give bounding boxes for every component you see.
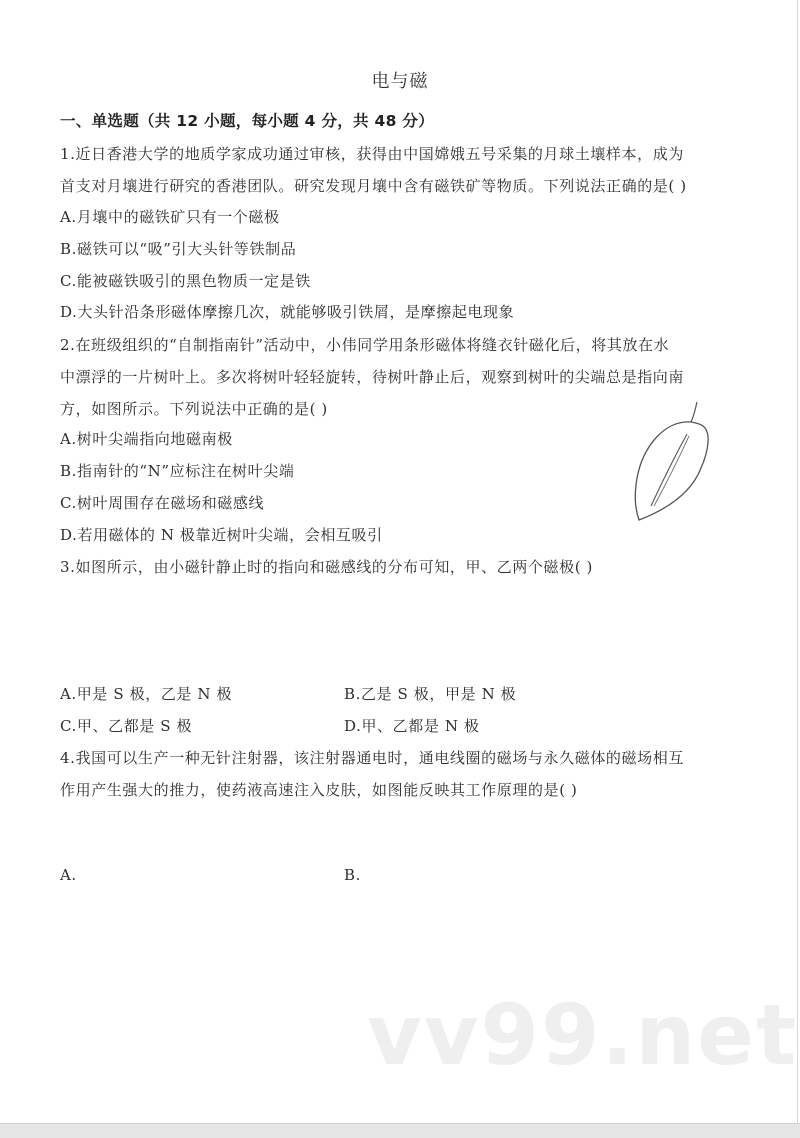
question-4-option-b: B. [344,866,361,884]
question-1-option-b: B.磁铁可以“吸”引大头针等铁制品 [60,240,297,258]
question-3-option-d: D.甲、乙都是 N 极 [344,717,480,735]
question-1-option-a: A.月壤中的磁铁矿只有一个磁极 [60,208,280,226]
question-3-option-b: B.乙是 S 极，甲是 N 极 [344,685,517,703]
question-3-stem-line-1: 3.如图所示，由小磁针静止时的指向和磁感线的分布可知，甲、乙两个磁极( ) [60,558,593,576]
leaf-needle-figure [625,398,725,528]
question-1-option-c: C.能被磁铁吸引的黑色物质一定是铁 [60,272,311,290]
question-4-stem-line-1: 4.我国可以生产一种无针注射器，该注射器通电时，通电线圈的磁场与永久磁体的磁场相互 [60,749,684,767]
page-title: 电与磁 [371,71,429,92]
question-2-option-a: A.树叶尖端指向地磁南极 [60,430,233,448]
question-1-option-d: D.大头针沿条形磁体摩擦几次，就能够吸引铁屑，是摩擦起电现象 [60,303,515,321]
question-3-option-c: C.甲、乙都是 S 极 [60,717,193,735]
question-1-stem-line-2: 首支对月壤进行研究的香港团队。研究发现月壤中含有磁铁矿等物质。下列说法正确的是( ) [60,177,687,195]
question-2-option-d: D.若用磁体的 N 极靠近树叶尖端，会相互吸引 [60,526,383,544]
watermark: vv99.net [367,986,799,1084]
question-4-option-a: A. [60,866,77,884]
question-2-option-b: B.指南针的“N”应标注在树叶尖端 [60,462,295,480]
question-4-stem-line-2: 作用产生强大的推力，使药液高速注入皮肤，如图能反映其工作原理的是( ) [60,781,578,799]
question-1-stem-line-1: 1.近日香港大学的地质学家成功通过审核，获得由中国嫦娥五号采集的月球土壤样本，成为 [60,145,684,163]
question-2-stem-line-2: 中漂浮的一片树叶上。多次将树叶轻轻旋转，待树叶静止后，观察到树叶的尖端总是指向南 [60,368,685,386]
question-2-stem-line-3: 方，如图所示。下列说法中正确的是( ) [60,400,328,418]
question-2-option-c: C.树叶周围存在磁场和磁感线 [60,494,265,512]
question-3-option-a: A.甲是 S 极，乙是 N 极 [60,685,233,703]
page-bottom-edge [0,1123,800,1138]
section-heading: 一、单选题（共 12 小题，每小题 4 分，共 48 分） [60,112,435,130]
question-2-stem-line-1: 2.在班级组织的“自制指南针”活动中，小伟同学用条形磁体将缝衣针磁化后，将其放在水 [60,336,670,354]
